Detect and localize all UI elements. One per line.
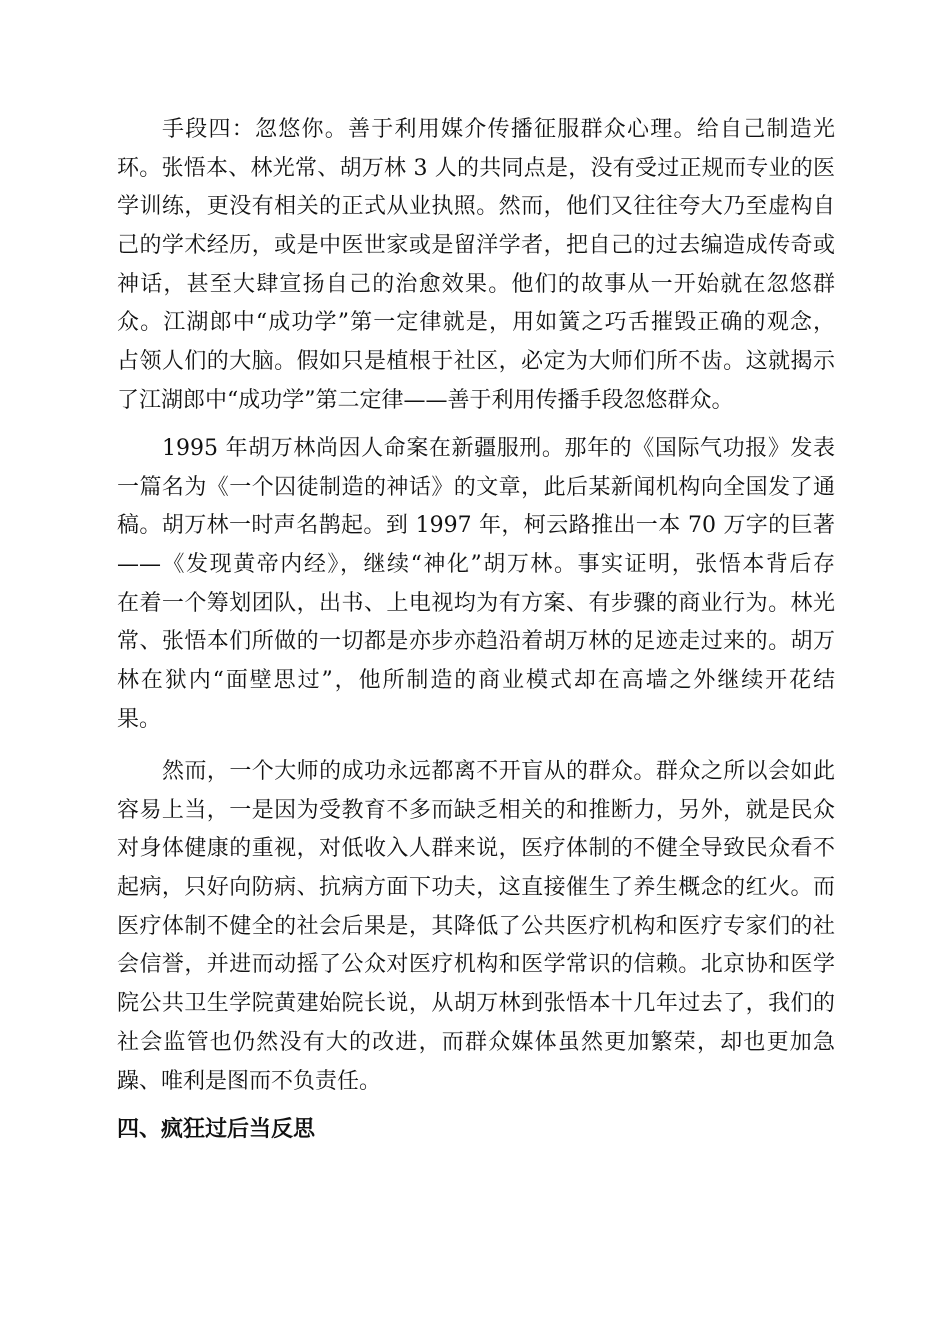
paragraph-line: 然而，一个大师的成功永远都离不开盲从的群众。群众之所以会如此: [162, 759, 835, 784]
paragraph-line: 容易上当，一是因为受教育不多而缺乏相关的和推断力，另外，就是民众: [117, 797, 835, 823]
paragraph-3: [117, 753, 835, 1101]
paragraph-line: 常、张悟本们所做的一切都是亦步亦趋沿着胡万林的足迹走过来的。胡万: [117, 629, 835, 655]
paragraph-line: 己的学术经历，或是中医世家或是留洋学者，把自己的过去编造成传奇或: [117, 233, 835, 259]
paragraph-line: 稿。胡万林一时声名鹊起。到 1997 年，柯云路推出一本 70 万字的巨著: [117, 513, 835, 539]
paragraph-line: 一篇名为《一个囚徒制造的神话》的文章，此后某新闻机构向全国发了通: [117, 474, 835, 500]
paragraph-line: 环。张悟本、林光常、胡万林 3 人的共同点是，没有受过正规而专业的医: [117, 155, 835, 181]
paragraph-line: 医疗体制不健全的社会后果是，其降低了公共医疗机构和医疗专家们的社: [117, 913, 835, 939]
paragraph-line: 神话，甚至大肆宣扬自己的治愈效果。他们的故事从一开始就在忽悠群: [117, 271, 835, 297]
paragraph-line: 众。江湖郎中“成功学”第一定律就是，用如簧之巧舌摧毁正确的观念，: [117, 310, 835, 336]
paragraph-line: 院公共卫生学院黄建始院长说，从胡万林到张悟本十几年过去了，我们的: [117, 991, 835, 1017]
paragraph-line: 1995 年胡万林尚因人命案在新疆服刑。那年的《国际气功报》发表: [162, 436, 835, 461]
paragraph-line: 手段四：忽悠你。善于利用媒介传播征服群众心理。给自己制造光: [162, 117, 835, 142]
paragraph-line: ——《发现黄帝内经》，继续“神化”胡万林。事实证明，张悟本背后存: [117, 552, 835, 578]
paragraph-2: [117, 430, 835, 740]
paragraph-line: 会信誉，并进而动摇了公众对医疗机构和医学常识的信赖。北京协和医学: [117, 952, 835, 978]
paragraph-line: 占领人们的大脑。假如只是植根于社区，必定为大师们所不齿。这就揭示: [117, 349, 835, 375]
section-heading: 四、疯狂过后当反思: [117, 1117, 316, 1142]
paragraph-line: 果。: [117, 706, 162, 732]
paragraph-line: 学训练，更没有相关的正式从业执照。然而，他们又往往夸大乃至虚构自: [117, 194, 835, 220]
paragraph-line: 起病，只好向防病、抗病方面下功夫，这直接催生了养生概念的红火。而: [117, 875, 835, 901]
paragraph-line: 在着一个筹划团队，出书、上电视均为有方案、有步骤的商业行为。林光: [117, 590, 835, 616]
paragraph-line: 对身体健康的重视，对低收入人群来说，医疗体制的不健全导致民众看不: [117, 836, 835, 862]
paragraph-1: [117, 111, 835, 421]
paragraph-line: 社会监管也仍然没有大的改进，而群众媒体虽然更加繁荣，却也更加急: [117, 1029, 835, 1055]
paragraph-line: 躁、唯利是图而不负责任。: [117, 1068, 382, 1094]
paragraph-line: 了江湖郎中“成功学”第二定律——善于利用传播手段忽悠群众。: [117, 387, 734, 413]
paragraph-line: 林在狱内“面壁思过”，他所制造的商业模式却在高墙之外继续开花结: [117, 668, 835, 694]
